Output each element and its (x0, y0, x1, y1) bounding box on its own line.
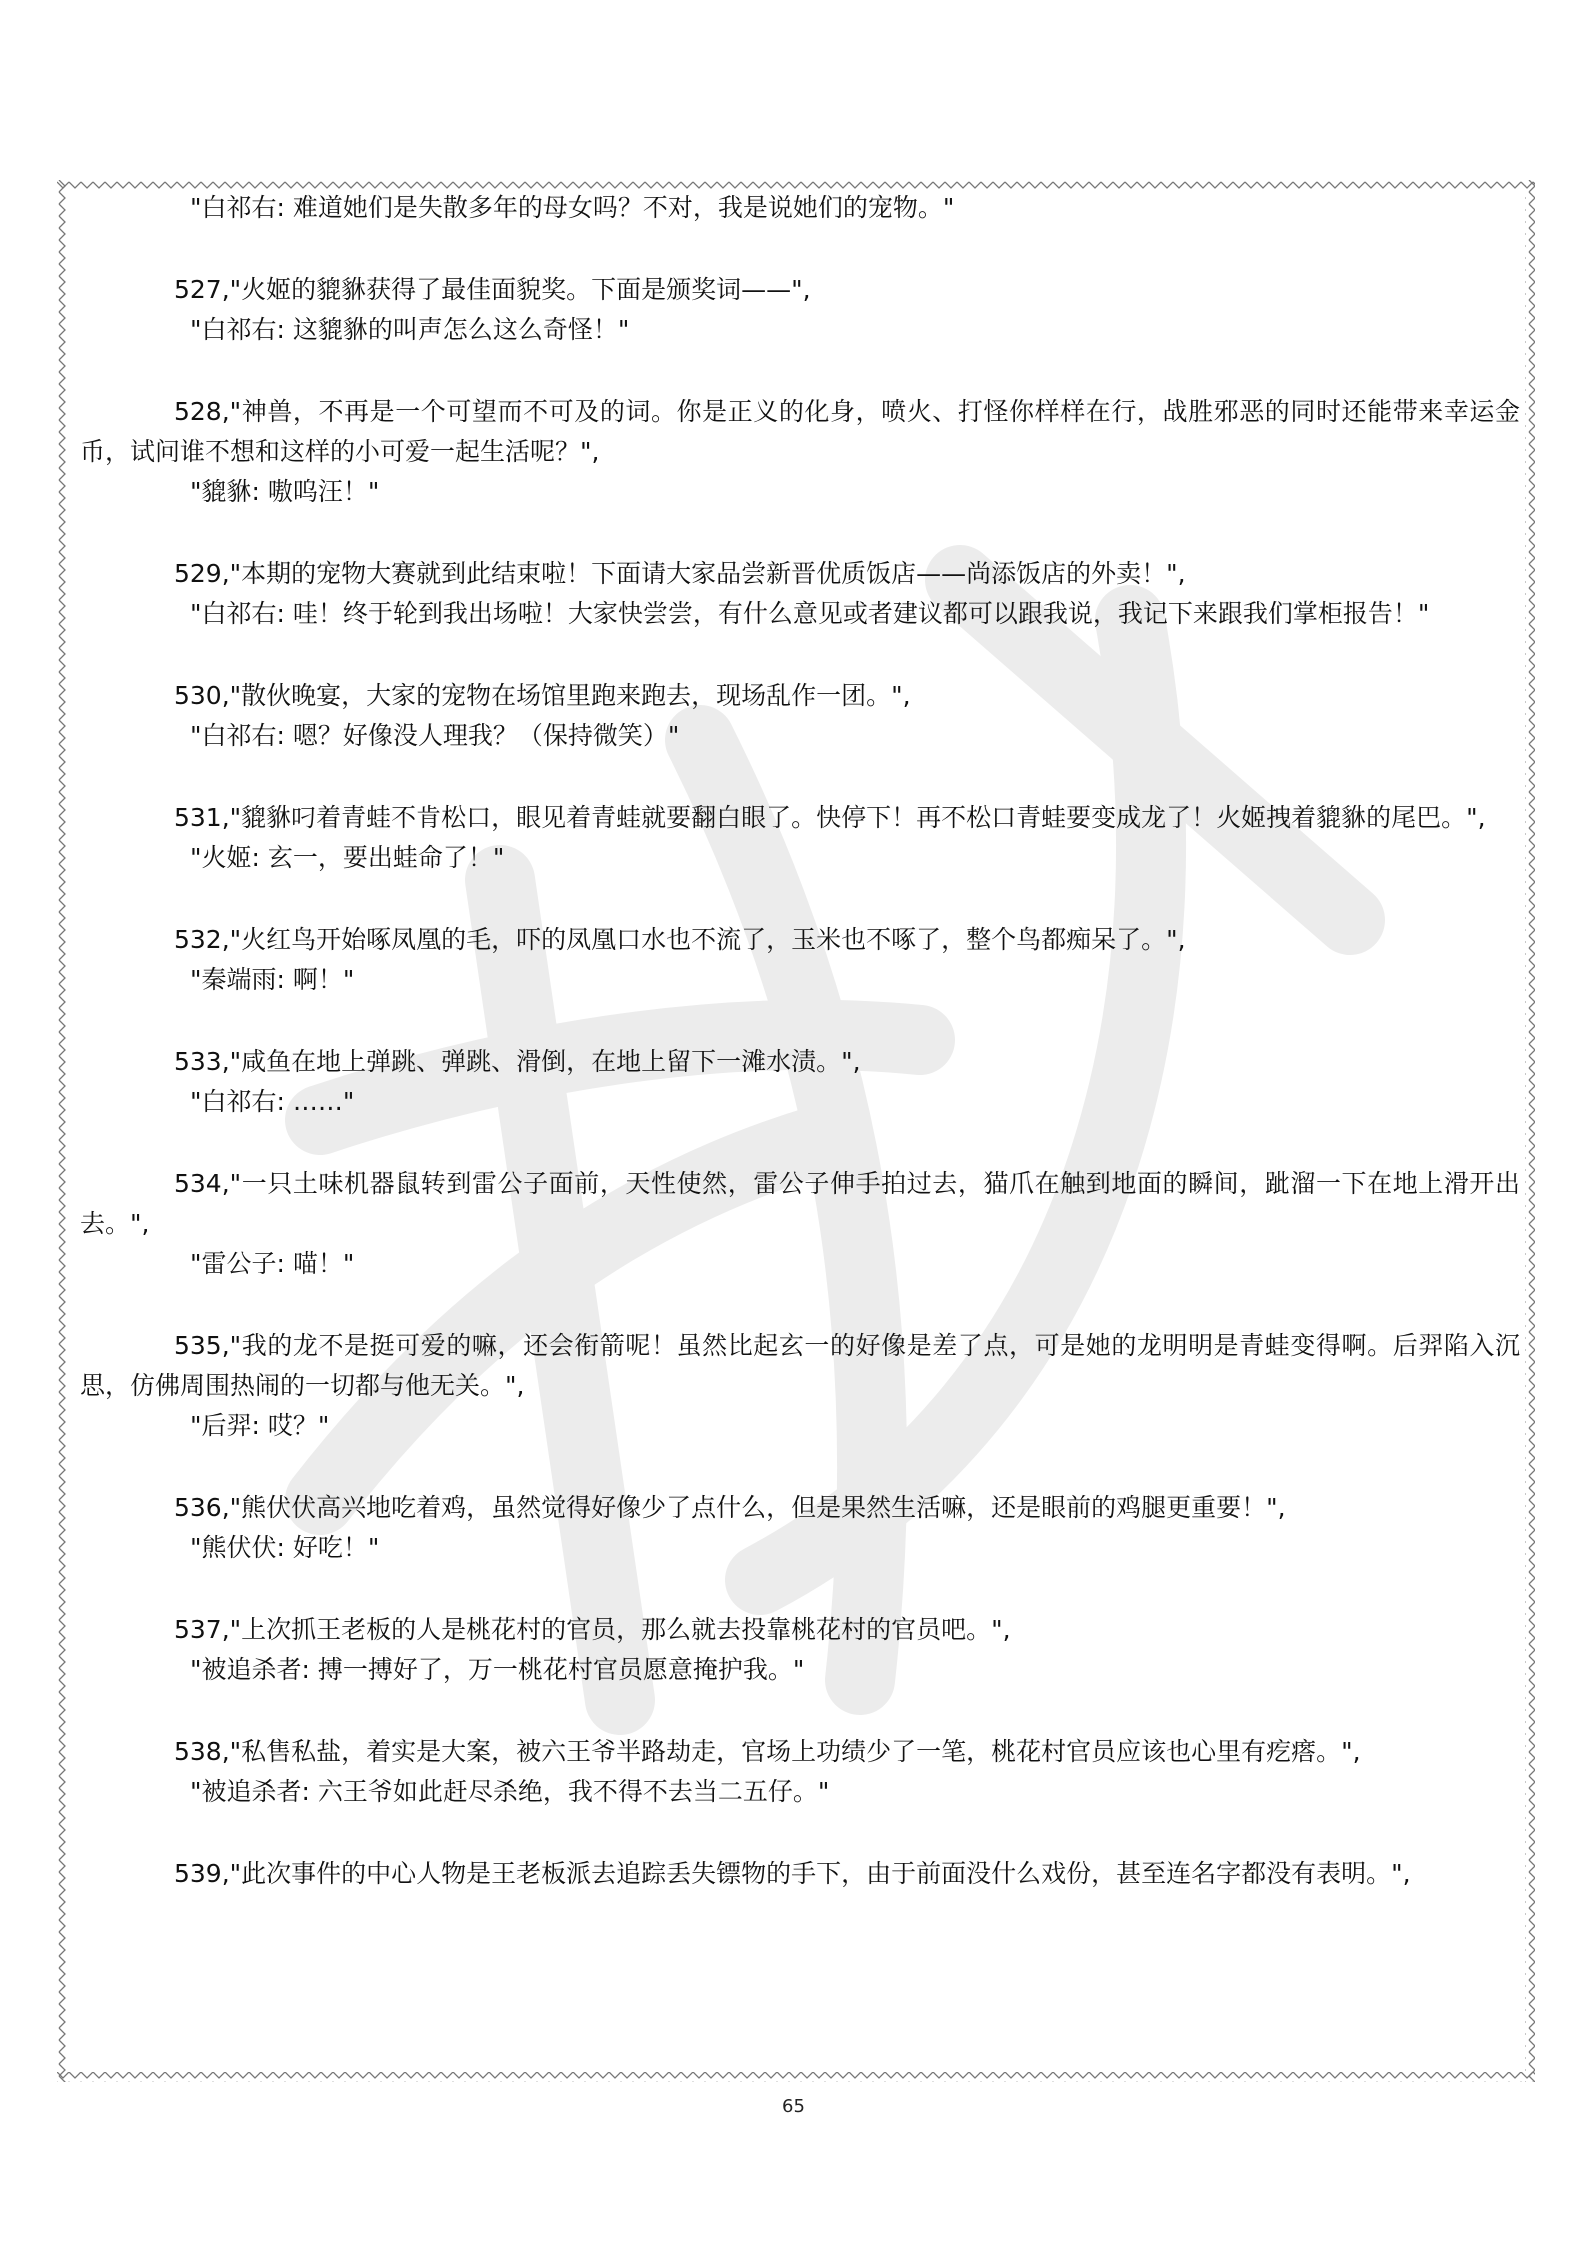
entry (80, 1610, 1520, 1690)
document-body (80, 188, 1520, 1936)
entry (80, 676, 1520, 756)
narration: 533,"咸鱼在地上弹跳、弹跳、滑倒，在地上留下一滩水渍。", (174, 1047, 861, 1076)
dialog-line: "被追杀者: 六王爷如此赶尽杀绝，我不得不去当二五仔。" (190, 1777, 830, 1806)
narration: 538,"私售私盐，着实是大案，被六王爷半路劫走，官场上功绩少了一笔，桃花村官员应该也心里有疙瘩。", (174, 1737, 1361, 1766)
narration: 530,"散伙晚宴，大家的宠物在场馆里跑来跑去，现场乱作一团。", (174, 681, 911, 710)
narration: 529,"本期的宠物大赛就到此结束啦！下面请大家品尝新晋优质饭店——尚添饭店的外卖！", (174, 559, 1186, 588)
dialog-line: "被追杀者: 搏一搏好了，万一桃花村官员愿意掩护我。" (190, 1655, 805, 1684)
entry (80, 1854, 1520, 1894)
entry (80, 1488, 1520, 1568)
narration: 536,"熊伏伏高兴地吃着鸡，虽然觉得好像少了点什么，但是果然生活嘛，还是眼前的鸡腿更重要！", (174, 1493, 1286, 1522)
narration: 539,"此次事件的中心人物是王老板派去追踪丢失镖物的手下，由于前面没什么戏份，甚至连名字都没有表明。", (174, 1859, 1411, 1888)
dialog-line: "火姬: 玄一，要出蛙命了！" (190, 843, 505, 872)
dialog-line: "雷公子: 喵！" (190, 1249, 355, 1278)
dialog-line: "熊伏伏: 好吃！" (190, 1533, 380, 1562)
dialog-line: "后羿: 哎？" (190, 1411, 330, 1440)
narration: 531,"貔貅叼着青蛙不肯松口，眼见着青蛙就要翻白眼了。快停下！再不松口青蛙要变成龙了！火姬拽着貔貅的尾巴。", (174, 803, 1486, 832)
entry (80, 1326, 1520, 1446)
dialog-line: "白祁右: 这貔貅的叫声怎么这么奇怪！" (190, 315, 630, 344)
entry (80, 920, 1520, 1000)
entry (80, 554, 1520, 634)
dialog-line: "白祁右: 嗯？好像没人理我？（保持微笑）" (190, 721, 680, 750)
page-number: 65 (782, 2096, 805, 2117)
dialog-line: "貔貅: 嗷呜汪！" (190, 477, 380, 506)
entry (80, 1164, 1520, 1284)
entry (80, 1732, 1520, 1812)
narration: 535,"我的龙不是挺可爱的嘛，还会衔箭呢！虽然比起玄一的好像是差了点，可是她的龙明明是青蛙变得啊。后羿陷入沉思，仿佛周围热闹的一切都与他无关。", (80, 1331, 1520, 1400)
entry (80, 392, 1520, 512)
dialog-line: "白祁右: ……" (190, 1087, 355, 1116)
narration: 527,"火姬的貔貅获得了最佳面貌奖。下面是颁奖词——", (174, 275, 811, 304)
narration: 537,"上次抓王老板的人是桃花村的官员，那么就去投靠桃花村的官员吧。", (174, 1615, 1011, 1644)
entry (80, 1042, 1520, 1122)
dialog-line: "秦端雨: 啊！" (190, 965, 355, 994)
narration: 532,"火红鸟开始啄凤凰的毛，吓的凤凰口水也不流了，玉米也不啄了，整个鸟都痴呆了。", (174, 925, 1186, 954)
entry (80, 270, 1520, 350)
dialog-line: "白祁右: 哇！终于轮到我出场啦！大家快尝尝，有什么意见或者建议都可以跟我说，我记下来跟我们掌柜报告！" (190, 599, 1430, 628)
dialog-line: "白祁右: 难道她们是失散多年的母女吗？不对，我是说她们的宠物。" (190, 193, 955, 222)
narration: 534,"一只土味机器鼠转到雷公子面前，天性使然，雷公子伸手拍过去，猫爪在触到地面的瞬间，跐溜一下在地上滑开出去。", (80, 1169, 1520, 1238)
entry (80, 798, 1520, 878)
narration: 528,"神兽，不再是一个可望而不可及的词。你是正义的化身，喷火、打怪你样样在行，战胜邪恶的同时还能带来幸运金币，试问谁不想和这样的小可爱一起生活呢？", (80, 397, 1520, 466)
entry (80, 188, 1520, 228)
